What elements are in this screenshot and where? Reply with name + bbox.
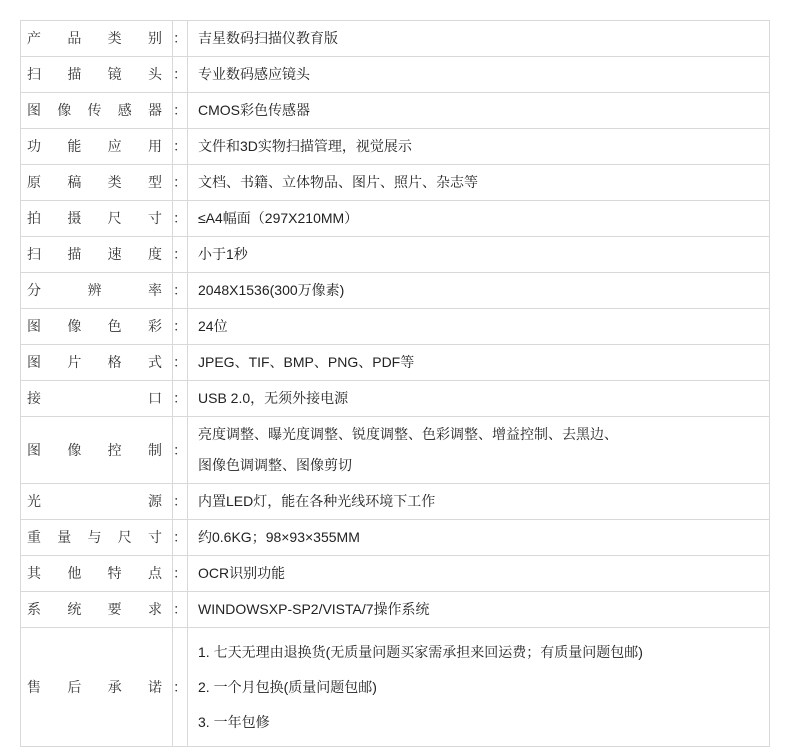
row-value-cell bbox=[188, 21, 770, 57]
table-row bbox=[21, 417, 770, 484]
row-label: 接 口 bbox=[27, 390, 162, 406]
table-row bbox=[21, 21, 770, 57]
row-value-cell bbox=[188, 201, 770, 237]
row-label: 图像传感器 bbox=[27, 102, 162, 118]
row-label: 产 品 类 别 bbox=[27, 30, 162, 46]
table-row bbox=[21, 93, 770, 129]
row-label-cell bbox=[21, 273, 173, 309]
row-colon: ： bbox=[173, 165, 188, 201]
row-value-cell bbox=[188, 381, 770, 417]
row-value-line: 3. 一年包修 bbox=[198, 713, 270, 730]
row-label-cell bbox=[21, 21, 173, 57]
specification-table bbox=[20, 20, 770, 747]
row-label: 售 后 承 诺 bbox=[27, 678, 162, 695]
row-value-line: 亮度调整、曝光度调整、锐度调整、色彩调整、增益控制、去黑边、 bbox=[198, 426, 618, 442]
row-label: 其 他 特 点 bbox=[27, 565, 162, 581]
row-colon: ： bbox=[173, 237, 188, 273]
row-value-cell bbox=[188, 628, 770, 747]
row-value-line: 约0.6KG；98×93×355MM bbox=[198, 529, 360, 545]
row-value-cell bbox=[188, 165, 770, 201]
row-label: 扫 描 镜 头 bbox=[27, 66, 162, 82]
row-value-line: 文件和3D实物扫描管理，视觉展示 bbox=[198, 138, 412, 154]
table-body bbox=[21, 21, 770, 747]
row-label-cell bbox=[21, 381, 173, 417]
table-row bbox=[21, 484, 770, 520]
row-value-line: USB 2.0，无须外接电源 bbox=[198, 390, 349, 406]
table-row bbox=[21, 129, 770, 165]
row-label-cell bbox=[21, 592, 173, 628]
row-label: 扫 描 速 度 bbox=[27, 246, 162, 262]
row-colon: ： bbox=[173, 93, 188, 129]
row-colon: ： bbox=[173, 520, 188, 556]
row-colon: ： bbox=[173, 628, 188, 747]
row-label-cell bbox=[21, 129, 173, 165]
table-row bbox=[21, 592, 770, 628]
table-row bbox=[21, 201, 770, 237]
row-value-cell bbox=[188, 484, 770, 520]
row-label-cell bbox=[21, 520, 173, 556]
row-value-cell bbox=[188, 237, 770, 273]
row-colon: ： bbox=[173, 484, 188, 520]
table-row bbox=[21, 165, 770, 201]
row-colon: ： bbox=[173, 201, 188, 237]
row-label: 图 片 格 式 bbox=[27, 354, 162, 370]
row-value-line: WINDOWSXP-SP2/VISTA/7操作系统 bbox=[198, 601, 430, 617]
row-colon: ： bbox=[173, 129, 188, 165]
row-label: 光 源 bbox=[27, 493, 162, 509]
row-value-cell bbox=[188, 93, 770, 129]
row-colon: ： bbox=[173, 57, 188, 93]
row-label-cell bbox=[21, 201, 173, 237]
table-row bbox=[21, 520, 770, 556]
row-value-cell bbox=[188, 273, 770, 309]
row-label-cell bbox=[21, 93, 173, 129]
row-label: 分 辨 率 bbox=[27, 282, 162, 298]
row-label-cell bbox=[21, 165, 173, 201]
row-colon: ： bbox=[173, 592, 188, 628]
row-colon: ： bbox=[173, 556, 188, 592]
row-value-line: 小于1秒 bbox=[198, 246, 248, 262]
row-value-cell bbox=[188, 309, 770, 345]
row-label-cell bbox=[21, 484, 173, 520]
row-colon: ： bbox=[173, 309, 188, 345]
row-value-cell bbox=[188, 57, 770, 93]
row-value-line: 文档、书籍、立体物品、图片、照片、杂志等 bbox=[198, 174, 478, 190]
row-colon: ： bbox=[173, 417, 188, 484]
row-value-line: 吉星数码扫描仪教育版 bbox=[198, 30, 338, 46]
table-row bbox=[21, 57, 770, 93]
row-value-cell bbox=[188, 129, 770, 165]
row-value-cell bbox=[188, 520, 770, 556]
row-label: 系 统 要 求 bbox=[27, 601, 162, 617]
row-label: 拍 摄 尺 寸 bbox=[27, 210, 162, 226]
row-label: 图 像 控 制 bbox=[27, 441, 162, 458]
row-value-line: CMOS彩色传感器 bbox=[198, 102, 310, 118]
row-colon: ： bbox=[173, 381, 188, 417]
row-value-line: 24位 bbox=[198, 318, 228, 334]
row-colon: ： bbox=[173, 273, 188, 309]
row-value-line: JPEG、TIF、BMP、PNG、PDF等 bbox=[198, 354, 415, 370]
row-label-cell bbox=[21, 628, 173, 747]
table-row bbox=[21, 628, 770, 747]
row-value-line: ≤A4幅面（297X210MM） bbox=[198, 210, 359, 226]
row-value-line: 内置LED灯，能在各种光线环境下工作 bbox=[198, 493, 436, 509]
table-row bbox=[21, 237, 770, 273]
table-row bbox=[21, 309, 770, 345]
row-value-line: 2048X1536(300万像素) bbox=[198, 282, 345, 298]
row-colon: ： bbox=[173, 345, 188, 381]
row-value-cell bbox=[188, 417, 770, 484]
table-row bbox=[21, 273, 770, 309]
row-label: 图 像 色 彩 bbox=[27, 318, 162, 334]
row-value-cell bbox=[188, 345, 770, 381]
table-row bbox=[21, 556, 770, 592]
row-label: 功 能 应 用 bbox=[27, 138, 162, 154]
row-label-cell bbox=[21, 57, 173, 93]
row-label-cell bbox=[21, 345, 173, 381]
row-colon: ： bbox=[173, 21, 188, 57]
row-label-cell bbox=[21, 556, 173, 592]
row-value-line: 2. 一个月包换(质量问题包邮) bbox=[198, 678, 377, 695]
table-row bbox=[21, 381, 770, 417]
row-value-cell bbox=[188, 556, 770, 592]
row-label-cell bbox=[21, 237, 173, 273]
row-label: 重量与尺寸 bbox=[27, 529, 162, 545]
row-label-cell bbox=[21, 417, 173, 484]
row-value-line: 图像色调调整、图像剪切 bbox=[198, 457, 352, 473]
row-value-line: OCR识别功能 bbox=[198, 565, 286, 581]
row-value-cell bbox=[188, 592, 770, 628]
row-label-cell bbox=[21, 309, 173, 345]
row-value-line: 1. 七天无理由退换货(无质量问题买家需承担来回运费；有质量问题包邮) bbox=[198, 643, 643, 660]
table-row bbox=[21, 345, 770, 381]
row-value-line: 专业数码感应镜头 bbox=[198, 66, 310, 82]
row-label: 原 稿 类 型 bbox=[27, 174, 162, 190]
